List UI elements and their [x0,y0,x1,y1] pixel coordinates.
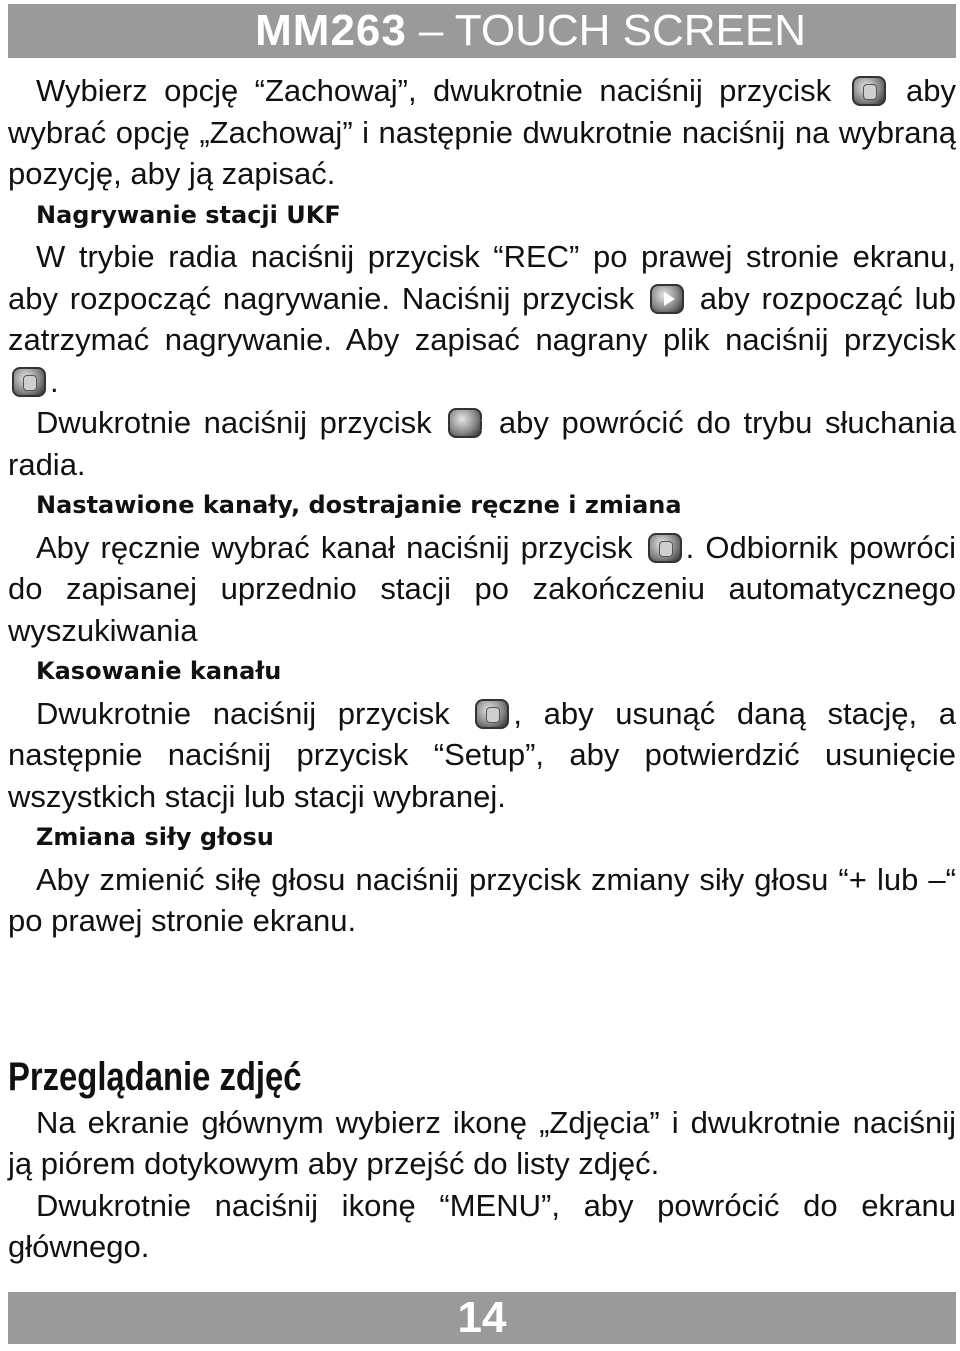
paragraph-menu: Dwukrotnie naciśnij ikonę “MENU”, aby powrócić do ekranu głównego. [8,1187,956,1264]
page-content [8,70,956,1268]
page-number: 14 [457,1293,507,1342]
text: Dwukrotnie naciśnij przycisk [36,405,432,440]
heading-volume: Zmiana siły głosu [36,823,274,851]
model-name: MM263 [255,6,407,55]
text: aby wybrać opcję „Zachowaj” i następnie dwukrotnie naciśnij na wybraną pozycję, aby ją zapisać. [8,73,956,191]
page-footer [8,1292,956,1344]
spacer [8,942,956,1052]
select-icon [648,533,682,563]
play-icon [650,284,684,314]
text: Wybierz opcję “Zachowaj”, dwukrotnie naciśnij przycisk [36,73,832,108]
heading-ukf: Nagrywanie stacji UKF [36,200,341,229]
page-header [8,4,956,58]
paragraph-record [8,236,956,402]
text: . [50,363,59,399]
header-title: – TOUCH SCREEN [418,6,806,55]
heading-channels: Nastawione kanały, dostrajanie ręczne i zmiana [36,491,682,519]
button-icon [852,76,886,106]
text: Dwukrotnie naciśnij przycisk [36,695,450,731]
paragraph-delete [8,693,956,818]
section-title-photos: Przeglądanie zdjęć [8,1054,302,1099]
paragraph-return [8,402,956,485]
text: . Odbiornik powróci do zapisanej uprzednio stacji po zakończeniu automatycznego wyszukiwania [8,529,956,648]
paragraph-volume: Aby zmienić siłę głosu naciśnij przycisk zmiany siły głosu “+ lub –“ po prawej stronie ekranu. [8,861,956,938]
paragraph-channels [8,527,956,652]
text: , aby usunąć daną stację, a następnie naciśnij przycisk “Setup”, aby potwierdzić usunięcie wszystkich stacji lub stacji wybranej. [8,695,956,814]
save-icon [12,367,46,397]
text: W trybie radia naciśnij przycisk “REC” po prawej stronie ekranu, aby rozpocząć nagrywanie. Naciśnij przycisk [8,239,956,316]
close-icon [448,408,482,438]
text: aby powrócić do trybu słuchania radia. [8,405,956,482]
paragraph-save [8,70,956,195]
delete-icon [475,699,509,729]
text: aby rozpocząć lub zatrzymać nagrywanie. Aby zapisać nagrany plik naciśnij przycisk [8,280,956,357]
paragraph-photos: Na ekranie głównym wybierz ikonę „Zdjęcia” i dwukrotnie naciśnij ją piórem dotykowym aby przejść do listy zdjęć. [8,1104,956,1181]
text: Aby ręcznie wybrać kanał naciśnij przycisk [36,529,633,565]
heading-delete: Kasowanie kanału [36,657,282,685]
